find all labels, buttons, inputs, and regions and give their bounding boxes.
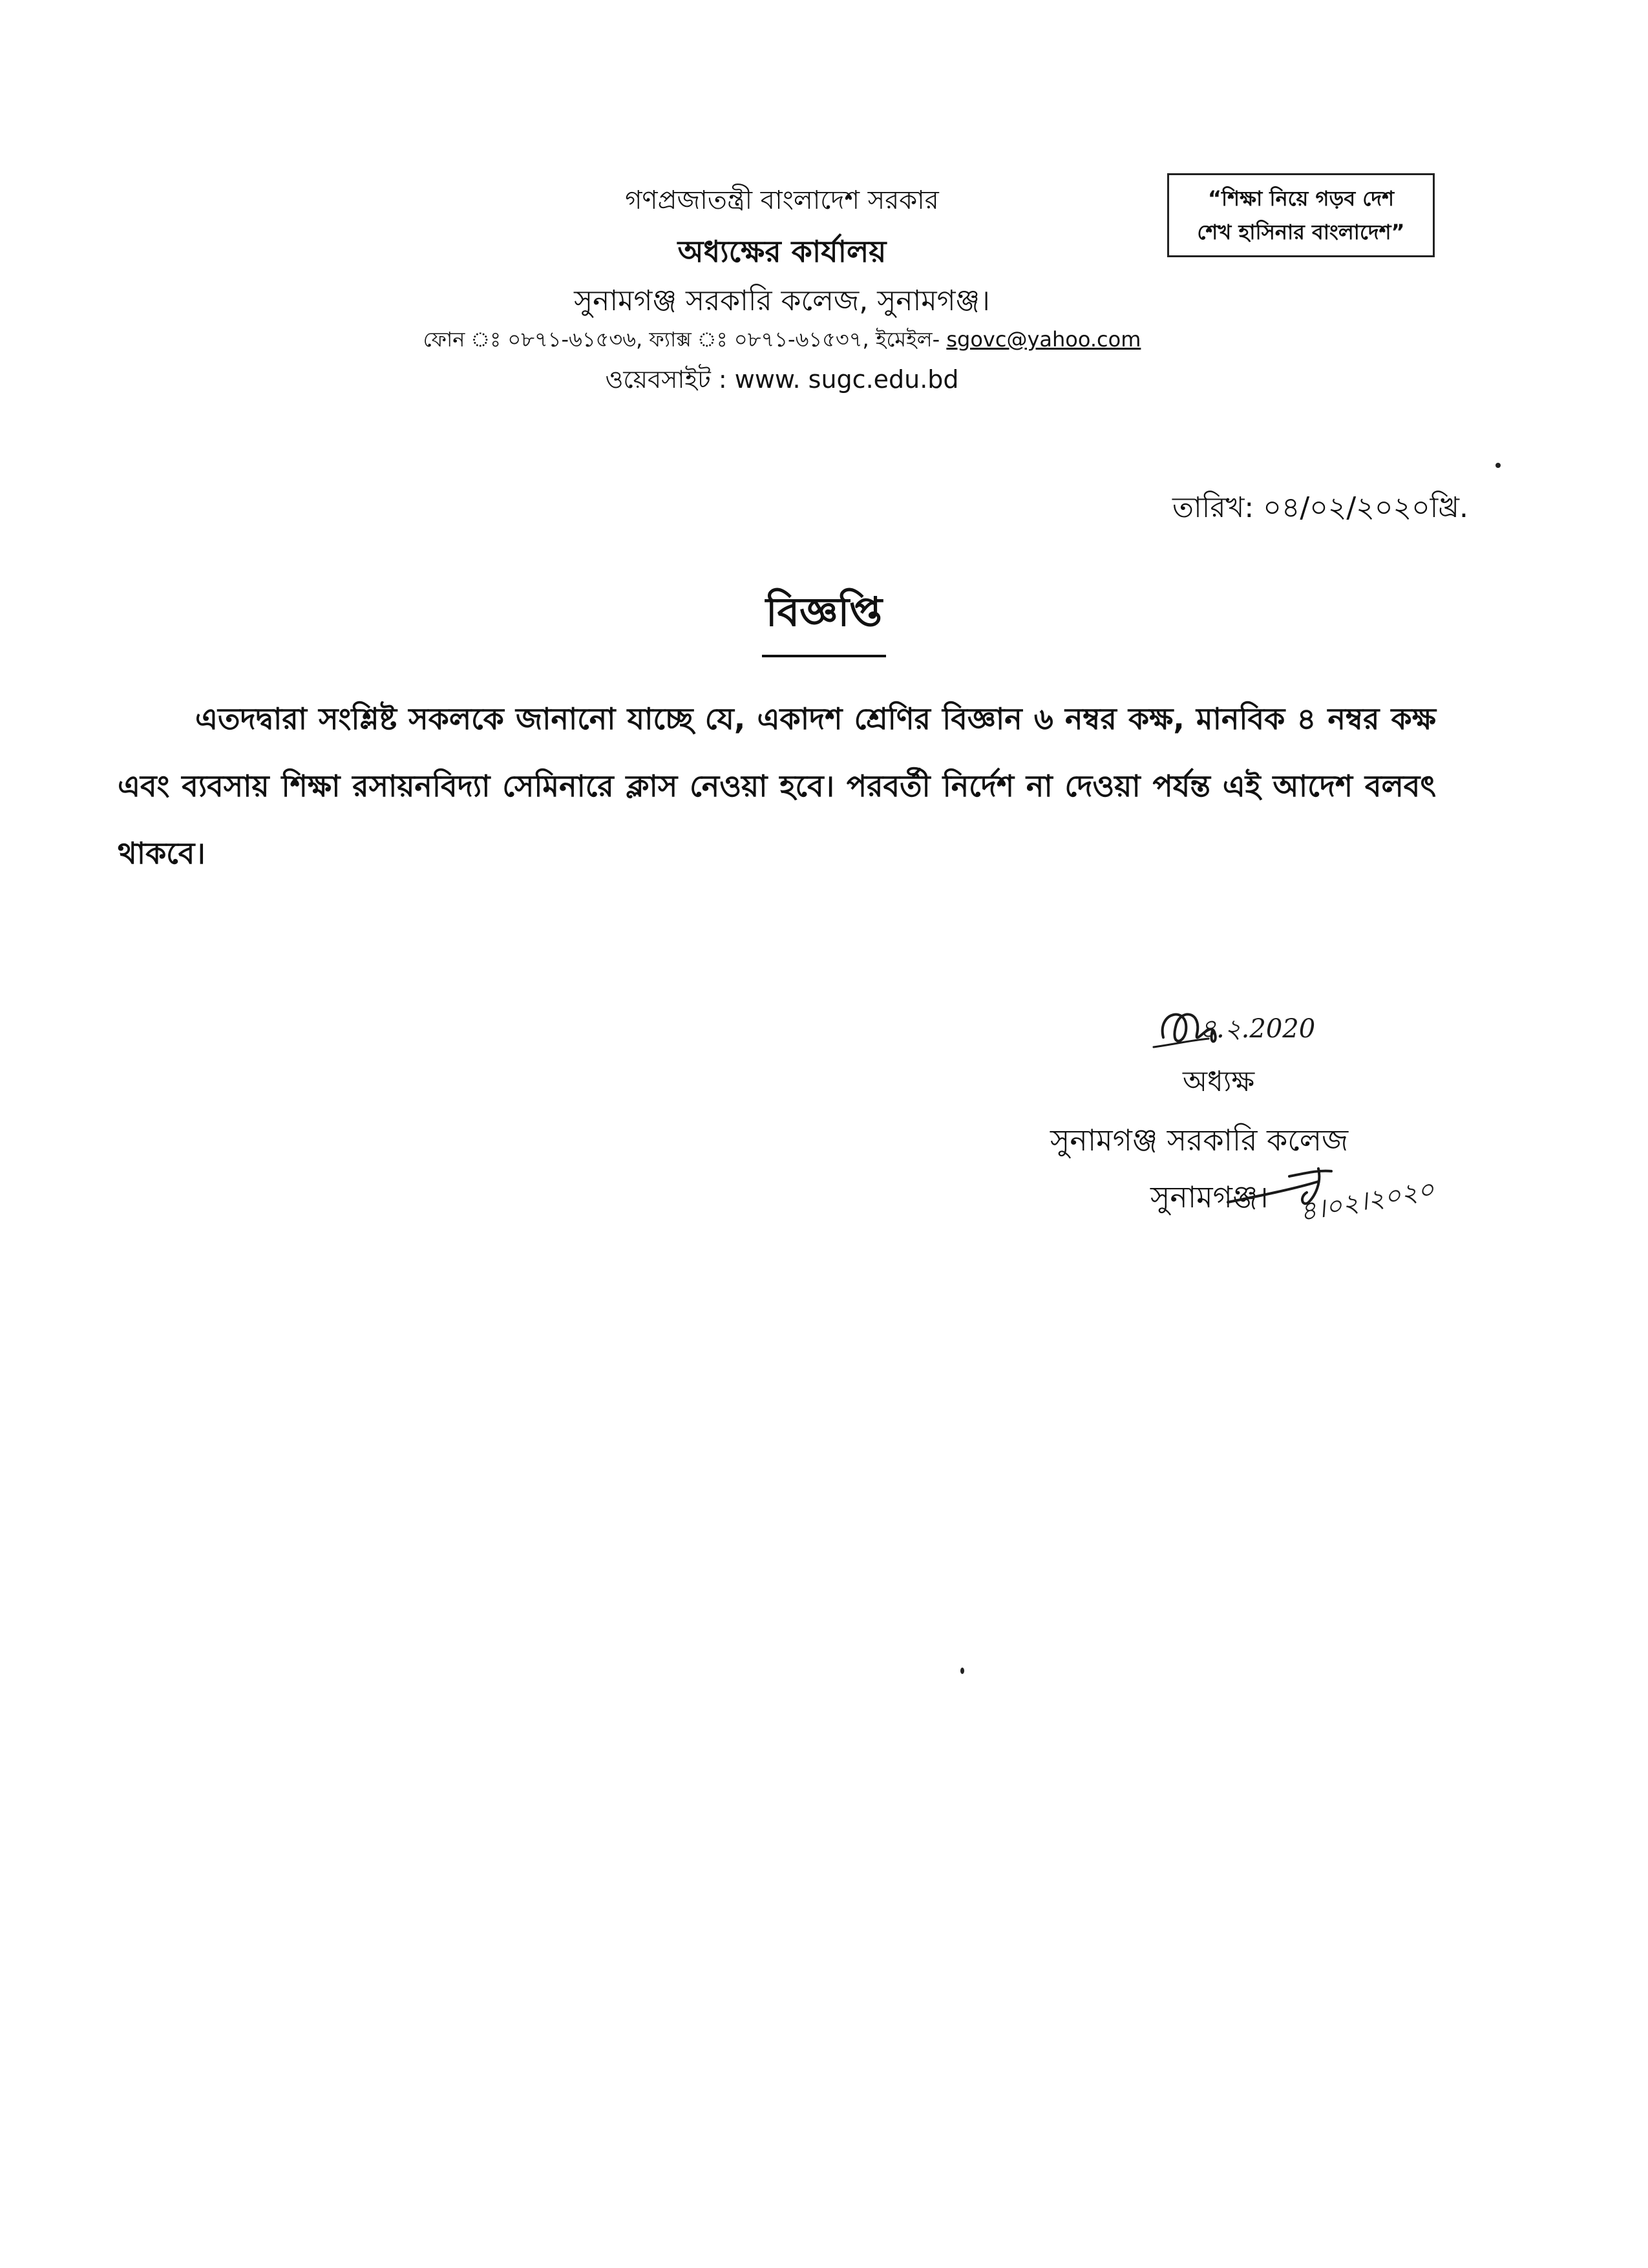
slogan-line-1: “শিক্ষা নিয়ে গড়ব দেশ [1207,186,1395,211]
notice-title-text: বিজ্ঞপ্তি [762,582,886,657]
website-info: ওয়েবসাইট : www. sugc.edu.bd [605,365,959,394]
college-address: সুনামগঞ্জ সরকারি কলেজ, সুনামগঞ্জ। [574,284,990,317]
contact-phone-fax: ফোন ঃ ০৮৭১-৬১৫৩৬, ফ্যাক্স ঃ ০৮৭১-৬১৫৩৭, ইমেইল- [423,327,947,352]
signature-date: ৪.২.2020 [1199,1014,1316,1044]
notice-body: এতদদ্বারা সংশ্লিষ্ট সকলকে জানানো যাচ্ছে যে, একাদশ শ্রেণির বিজ্ঞান ৬ নম্বর কক্ষ, মানবিক ৪ নম্বর কক্ষ এবং ব্যবসায় শিক্ষা রসায়নবিদ্যা সেমিনারে ক্লাস নেওয়া হবে। পরবর্তী নির্দেশ না দেওয়া পর্যন্ত এই আদেশ বলবৎ থাকবে। [118,701,1436,871]
initials-date: ৪।০২।২০২০ [1297,1174,1437,1227]
principal-title: অধ্যক্ষ [1183,1065,1255,1098]
notice-title [0,582,1648,657]
slogan-box [1167,173,1435,257]
principal-city: সুনামগঞ্জ। [1150,1180,1269,1214]
email-link[interactable]: sgovc@yahoo.com [946,327,1141,352]
principal-college: সুনামগঞ্জ সরকারি কলেজ [1050,1123,1349,1158]
office-title: অধ্যক্ষের কার্যালয় [677,234,887,269]
scan-speck [960,1668,964,1674]
contact-info [362,323,1202,358]
notice-date: তারিখ: ০৪/০২/২০২০খ্রি. [1172,491,1468,524]
slogan-line-2: শেখ হাসিনার বাংলাদেশ” [1197,220,1405,244]
scan-speck [1495,463,1501,468]
government-name: গণপ্রজাতন্ত্রী বাংলাদেশ সরকার [625,185,939,215]
